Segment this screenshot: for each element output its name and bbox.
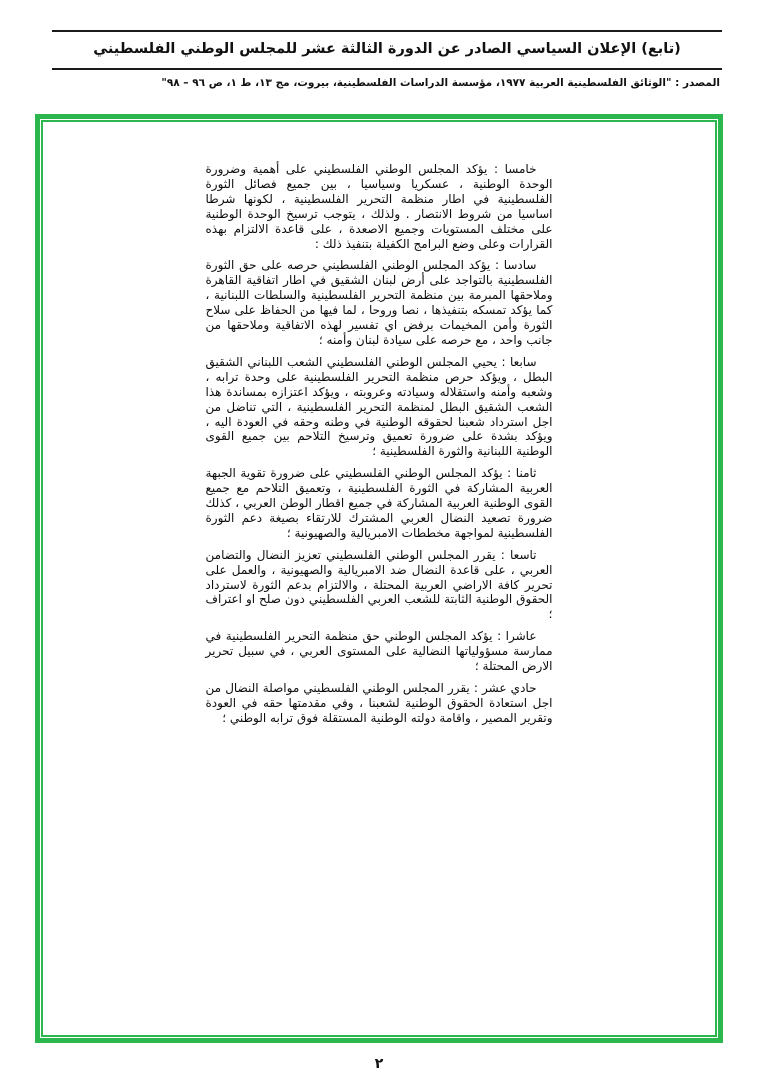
paragraph-ninth: تاسعا : يقرر المجلس الوطني الفلسطيني تعزيز النضال والتضامن العربي ، على قاعدة النضال ضد الامبريالية والصهيونية ، والعمل على تحرير كافة الاراضي العربية المحتلة ، والالتزام بدعم الثورة لاسترداد الحقوق الوطنية الثابتة للشعب العربي الفلسطيني دون صلح او اعتراف ؛ <box>205 547 553 622</box>
paragraph-eleventh: حادي عشر : يقرر المجلس الوطني الفلسطيني مواصلة النضال من اجل استعادة الحقوق الوطنية لشعبنا ، وفي مقدمتها حقه في العودة وتقرير المصير ، واقامة دولته الوطنية المستقلة فوق ترابه الوطني ؛ <box>205 681 553 725</box>
page-number: ٢ <box>374 1056 384 1072</box>
header-rule-bottom <box>52 68 722 70</box>
paragraph-tenth: عاشرا : يؤكد المجلس الوطني حق منظمة التحرير الفلسطينية في ممارسة مسؤولياتها النضالية على المستوى العربي ، في سبيل تحرير الارض المحتلة ؛ <box>205 629 553 674</box>
document-body <box>206 162 553 726</box>
document-border-frame-inner <box>41 120 717 1037</box>
source-line: المصدر : "الوثائق الفلسطينية العربية ١٩٧٧، مؤسسة الدراسات الفلسطينية، بيروت، مج ١٣، ط ١، ص ٩٦ – ٩٨" <box>161 76 720 89</box>
document-border-frame <box>35 114 723 1043</box>
paragraph-seventh: سابعا : يحيي المجلس الوطني الفلسطيني الشعب اللبناني الشقيق البطل ، ويؤكد حرص منظمة التحرير الفلسطينية على وحدة ترابه ، وشعبه وأمنه واستقلاله وسيادته وعروبته ، ويؤكد اعتزازه بمساندة هذا الشعب الشقيق البطل لمنظمة التحرير الفلسطينية ، التي تناضل من اجل استرداد شعبنا لحقوقه الوطنية في وطنه وحقه في العودة اليه ، ويؤكد بشدة على ضرورة تعميق وترسيخ التلاحم بين جميع القوى الوطنية اللبنانية والثورة الفلسطينية ؛ <box>205 354 553 459</box>
paragraph-eighth: ثامنا : يؤكد المجلس الوطني الفلسطيني على ضرورة تقوية الجبهة العربية المشاركة في الثورة الفلسطينية ، وتعميق التلاحم مع جميع القوى الوطنية العربية المشاركة في جميع اقطار الوطن العربي ، كذلك ضرورة تصعيد النضال العربي المشترك للارتقاء بصيغة دعم الثورة الفلسطينية لمواجهة مخططات الامبريالية والصهيونية ؛ <box>205 466 553 540</box>
document-header <box>52 30 722 89</box>
paragraph-fifth: خامسا : يؤكد المجلس الوطني الفلسطيني على أهمية وضرورة الوحدة الوطنية ، عسكريا وسياسيا ، بين جميع فصائل الثورة الفلسطينية في اطار منظمة التحرير الفلسطينية ، لكونها شرطا اساسيا من شروط الانتصار . ولذلك ، يتوجب ترسيخ الوحدة الوطنية على مختلف المستويات وجميع الاصعدة ، على قاعدة الالتزام بهذه القرارات وعلى وضع البرامج الكفيلة بتنفيذ ذلك : <box>205 162 553 251</box>
paragraph-sixth: سادسا : يؤكد المجلس الوطني الفلسطيني حرصه على حق الثورة الفلسطينية بالتواجد على أرض لبنان الشقيق في اطار اتفاقية القاهرة وملاحقها المبرمة بين منظمة التحرير الفلسطينية والسلطات اللبنانية ، كما يؤكد تمسكه بتنفيذها ، نصا وروحا ، لما فيها من الحفاظ على سلاح الثورة وأمن المخيمات برفض اي تفسير لهذه الاتفاقية وملاحقها من جانب واحد ، مع حرصه على سيادة لبنان وأمنه ؛ <box>205 258 553 347</box>
page-title: (تابع) الإعلان السياسي الصادر عن الدورة الثالثة عشر للمجلس الوطني الفلسطيني <box>93 41 681 57</box>
